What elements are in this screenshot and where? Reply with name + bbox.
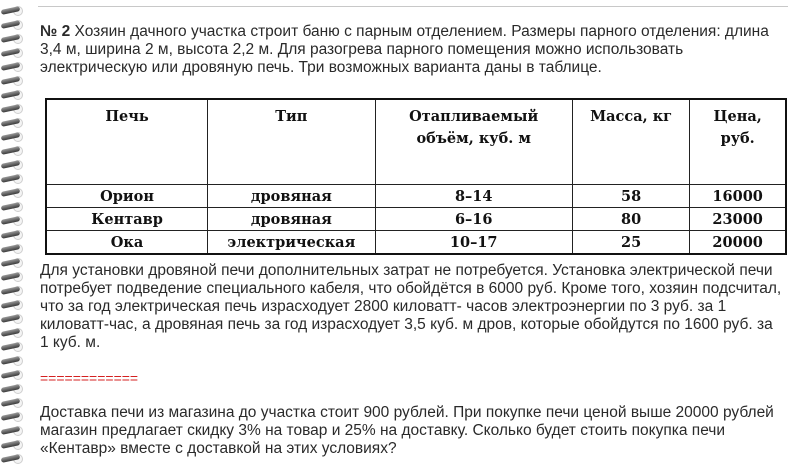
spiral-ring: [1, 130, 25, 142]
notebook-spiral-binding: [0, 0, 30, 467]
cell-type: электрическая: [208, 231, 375, 255]
spiral-ring: [1, 18, 25, 30]
spiral-ring: [1, 60, 25, 72]
header-stove: Печь: [46, 99, 208, 185]
task-page: [38, 0, 790, 467]
stove-table: [45, 98, 787, 255]
spiral-ring: [1, 172, 25, 184]
spiral-ring: [1, 270, 25, 282]
header-type: Тип: [208, 99, 375, 185]
cell-type: дровяная: [208, 208, 375, 231]
task-intro: [40, 23, 785, 77]
spiral-ring: [1, 382, 25, 394]
spiral-ring: [1, 88, 25, 100]
spiral-ring: [1, 200, 25, 212]
spiral-ring: [1, 326, 25, 338]
spiral-ring: [1, 242, 25, 254]
table-row: [46, 185, 786, 208]
task-intro-text: Хозяин дачного участка строит баню с парным отделением. Размеры парного отделения: длина 3,4 м, ширина 2 м, высота 2,2 м. Для разогрева парного помещения можно использовать электрическую или дровяную печь. Три возможных варианта даны в таблице.: [40, 23, 769, 76]
spiral-ring: [1, 410, 25, 422]
spiral-ring: [1, 46, 25, 58]
header-mass: Масса, кг: [572, 99, 689, 185]
spiral-ring: [1, 186, 25, 198]
spiral-ring: [1, 312, 25, 324]
spiral-ring: [1, 144, 25, 156]
spiral-ring: [1, 368, 25, 380]
cell-mass: 25: [572, 231, 689, 255]
cell-price: 20000: [690, 231, 786, 255]
cell-stove: Орион: [46, 185, 208, 208]
table-row: [46, 231, 786, 255]
task-number: № 2: [40, 23, 71, 40]
spiral-ring: [1, 158, 25, 170]
spiral-ring: [1, 32, 25, 44]
cell-volume: 10–17: [375, 231, 572, 255]
cell-volume: 6–16: [375, 208, 572, 231]
spiral-ring: [1, 214, 25, 226]
spiral-ring: [1, 116, 25, 128]
top-divider: [38, 6, 788, 7]
spiral-ring: [1, 256, 25, 268]
spiral-ring: [1, 438, 25, 450]
cell-price: 23000: [690, 208, 786, 231]
cell-stove: Ока: [46, 231, 208, 255]
spiral-ring: [1, 354, 25, 366]
spiral-ring: [1, 340, 25, 352]
cell-type: дровяная: [208, 185, 375, 208]
cell-mass: 80: [572, 208, 689, 231]
spiral-ring: [1, 74, 25, 86]
conditions-paragraph: Для установки дровяной печи дополнительных затрат не потребуется. Установка электрической печи потребует подведение специального кабеля, что обойдётся в 6000 руб. Кроме того, хозяин подсчитал, что за год электрическая печь израсходует 2800 киловатт- часов электроэнергии по 3 руб. за 1 киловатт-час, а дровяная печь за год израсходует 3,5 куб. м дров, которые обойдутся по 1600 руб. за 1 куб. м.: [40, 262, 782, 351]
spiral-ring: [1, 4, 25, 16]
table-row: [46, 208, 786, 231]
spiral-ring: [1, 424, 25, 436]
cell-stove: Кентавр: [46, 208, 208, 231]
spiral-ring: [1, 298, 25, 310]
spiral-ring: [1, 102, 25, 114]
header-volume: Отапливаемый объём, куб. м: [375, 99, 572, 185]
question-paragraph: Доставка печи из магазина до участка стоит 900 рублей. При покупке печи ценой выше 20000 рублей магазин предлагает скидку 3% на товар и 25% на доставку. Сколько будет стоить покупка печи «Кентавр» вместе с доставкой на этих условиях?: [40, 404, 774, 457]
spiral-ring: [1, 228, 25, 240]
spiral-ring: [1, 284, 25, 296]
cell-volume: 8–14: [375, 185, 572, 208]
header-price: Цена, руб.: [690, 99, 786, 185]
spiral-ring: [1, 396, 25, 408]
table-header-row: [46, 99, 786, 185]
cell-mass: 58: [572, 185, 689, 208]
separator-line: ============: [40, 370, 139, 386]
spiral-ring: [1, 452, 25, 464]
cell-price: 16000: [690, 185, 786, 208]
